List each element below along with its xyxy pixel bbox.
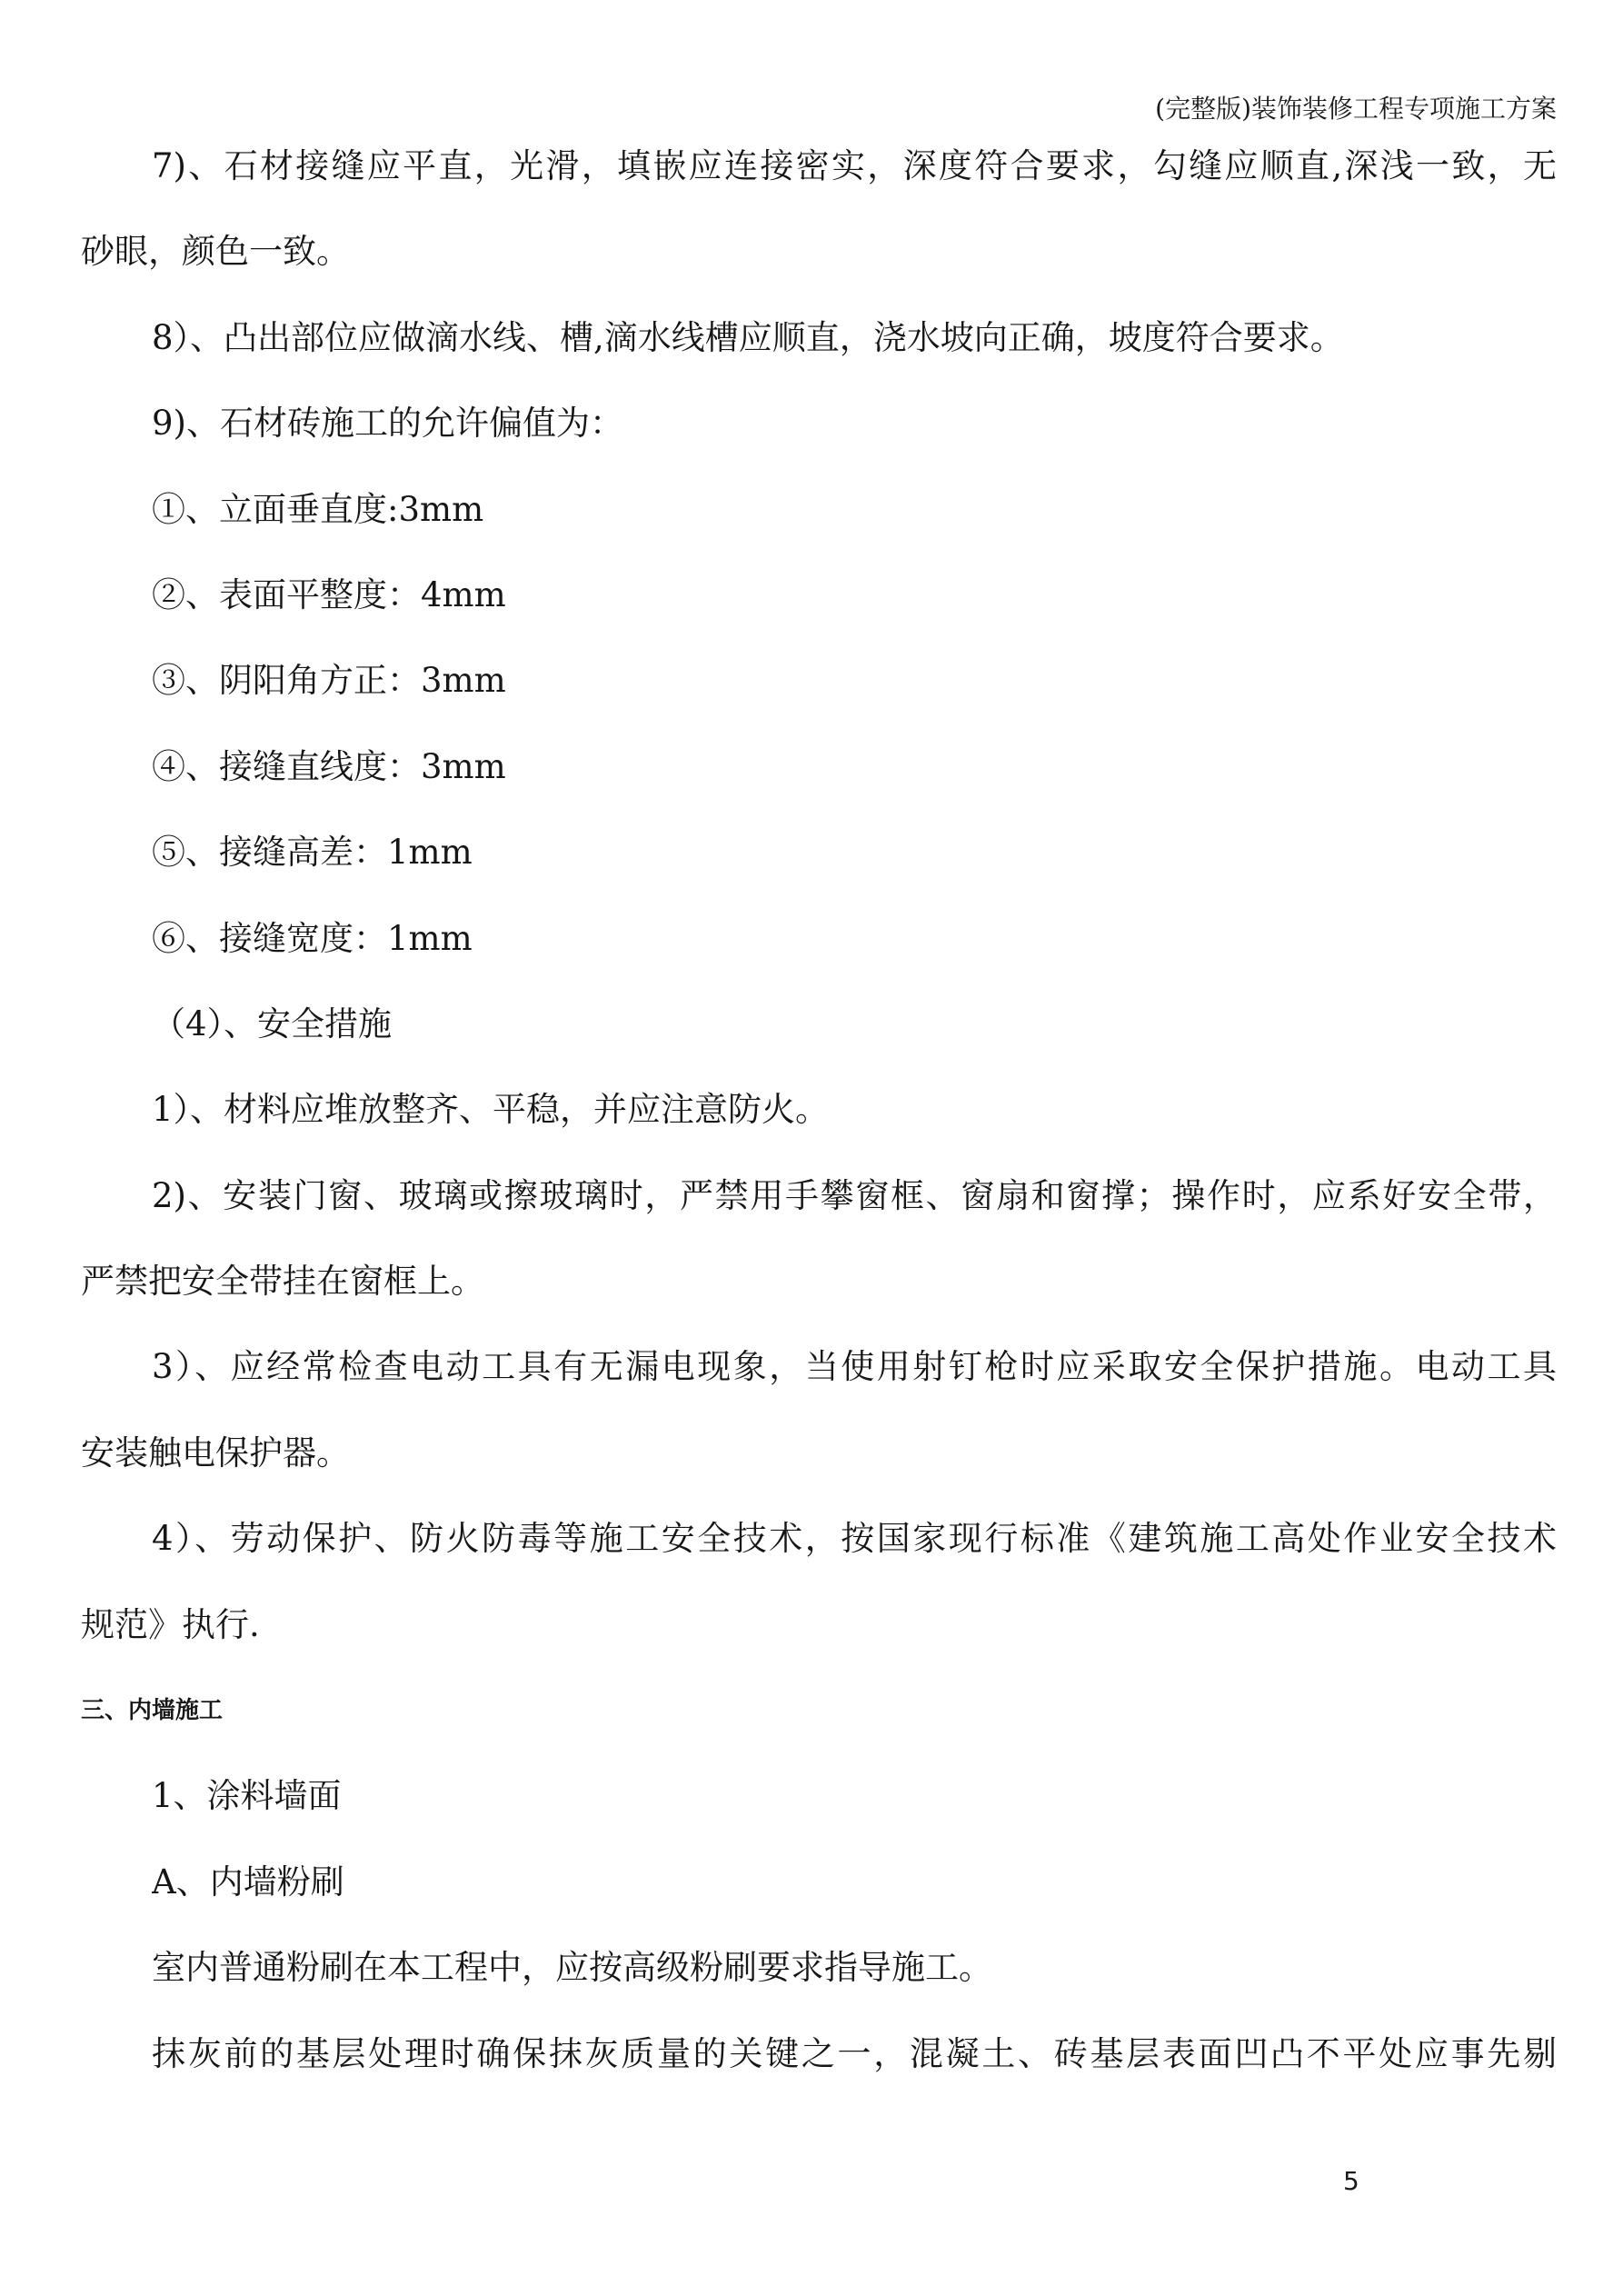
paragraph-line: 9)、石材砖施工的允许偏值为：	[152, 404, 623, 444]
paragraph-line: 室内普通粉刷在本工程中，应按高级粉刷要求指导施工。	[152, 1948, 992, 1988]
paragraph-line: 砂眼，颜色一致。	[81, 232, 350, 272]
list-item: ②、表面平整度：4mm	[152, 574, 506, 614]
list-item: ⑥、接缝宽度：1mm	[152, 918, 473, 958]
list-item: ⑤、接缝高差：1mm	[152, 833, 473, 873]
paragraph-line: 8）、凸出部位应做滴水线、槽,滴水线槽应顺直，浇水坡向正确，坡度符合要求。	[152, 317, 1344, 357]
list-item: ④、接缝直线度：3mm	[152, 746, 506, 786]
page-number: 5	[1343, 2166, 1359, 2196]
document-body	[0, 124, 1623, 2097]
document-header-title: (完整版)装饰装修工程专项施工方案	[1155, 94, 1557, 124]
paragraph-line: 安装触电保护器。	[81, 1433, 350, 1472]
list-item: ③、阴阳角方正：3mm	[152, 661, 506, 701]
paragraph-line: 1）、材料应堆放整齐、平稳，并应注意防火。	[152, 1090, 830, 1130]
paragraph-line: 2)、安装门窗、玻璃或擦玻璃时，严禁用手攀窗框、窗扇和窗撑；操作时，应系好安全带，	[152, 1175, 1557, 1215]
paragraph-line: 3）、应经常检查电动工具有无漏电现象，当使用射钉枪时应采取安全保护措施。电动工具	[152, 1347, 1557, 1387]
paragraph-line: 7)、石材接缝应平直，光滑，填嵌应连接密实，深度符合要求，勾缝应顺直,深浅一致，无	[152, 146, 1557, 185]
list-item: ①、立面垂直度:3mm	[152, 489, 484, 529]
paragraph-line: 4）、劳动保护、防火防毒等施工安全技术，按国家现行标准《建筑施工高处作业安全技术	[152, 1519, 1557, 1559]
paragraph-line: 抹灰前的基层处理时确保抹灰质量的关键之一，混凝土、砖基层表面凹凸不平处应事先剔	[152, 2033, 1557, 2073]
paragraph-line: 规范》执行.	[81, 1604, 260, 1644]
subsection-title: A、内墙粉刷	[152, 1862, 344, 1902]
paragraph-line: 严禁把安全带挂在窗框上。	[81, 1262, 484, 1302]
subsection-title: （4）、安全措施	[152, 1003, 393, 1043]
section-heading: 三、内墙施工	[81, 1697, 224, 1725]
subsection-title: 1、涂料墙面	[152, 1776, 342, 1816]
